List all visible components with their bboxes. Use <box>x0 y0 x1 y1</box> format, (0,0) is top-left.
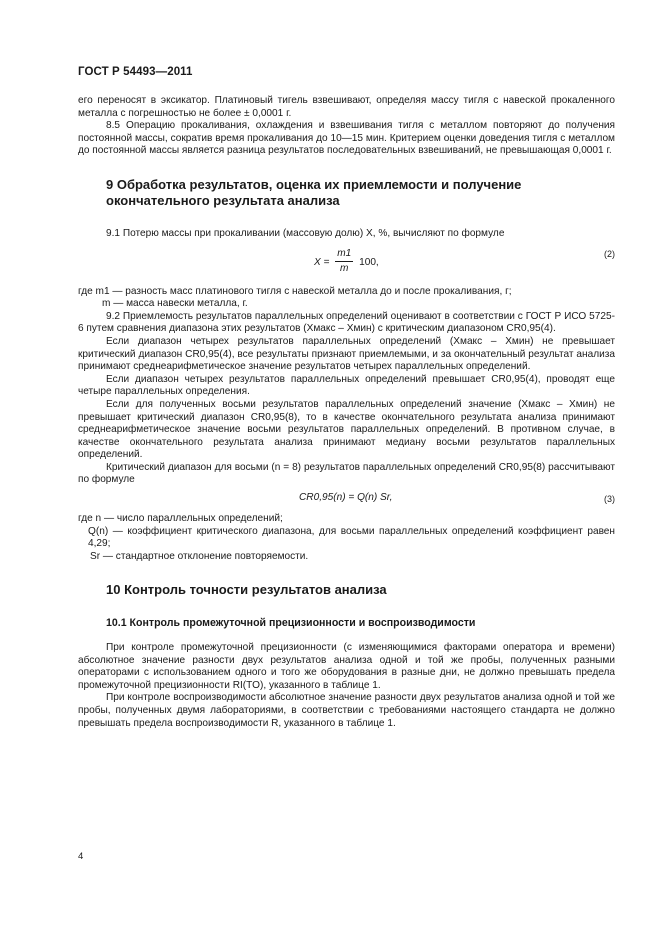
formula-2-number: (2) <box>604 248 615 259</box>
section-9-title: 9 Обработка результатов, оценка их приемлемости и получение окончательного результата анализа <box>106 176 522 209</box>
paragraph-9-1: 9.1 Потерю массы при прокаливании (массовую долю) X, %, вычисляют по формуле <box>106 227 505 239</box>
formula-2-lhs: X = <box>314 256 330 268</box>
page-content <box>78 95 615 730</box>
document-header: ГОСТ Р 54493—2011 <box>78 66 193 78</box>
subsection-10-1-title: 10.1 Контроль промежуточной прецизионности и воспроизводимости <box>106 616 476 629</box>
paragraph-range-exceeds: Если диапазон четырех результатов параллельных определений превышает CR0,95(4), проводят еще четыре параллельных определения. <box>78 373 615 398</box>
formula-2 <box>78 246 615 280</box>
definition-sr: Sr — стандартное отклонение повторяемости. <box>90 550 309 562</box>
definition-m1: где m1 — разность масс платинового тигля с навеской металла до и после прокаливания, г; <box>78 285 512 297</box>
formula-3-definitions <box>78 513 615 563</box>
page-number: 4 <box>78 851 84 862</box>
formula-2-denominator: m <box>340 263 349 275</box>
definition-qn: Q(n) — коэффициент критического диапазона, для восьми параллельных определений коэффициент равен 4,29; <box>88 525 615 550</box>
formula-2-rhs: 100, <box>359 256 379 268</box>
definition-m: m — масса навески металла, г. <box>102 298 248 310</box>
formula-3-body: CR0,95(n) = Q(n) Sr, <box>299 492 393 504</box>
section-10-title: 10 Контроль точности результатов анализа <box>106 582 387 598</box>
paragraph-reproducibility: При контроле воспроизводимости абсолютное значение разности двух результатов анализа одной и той же пробы, полученных двумя лабораториями, в соответствии с требованиями настоящего стандарта не должно превышать предела воспроизводимости R, указанного в таблице 1. <box>78 692 615 729</box>
formula-3-number: (3) <box>604 494 615 505</box>
definition-n: где n — число параллельных определений; <box>78 513 283 525</box>
formula-2-numerator: m1 <box>335 248 353 263</box>
formula-3 <box>78 491 615 507</box>
paragraph-8-5: 8.5 Операцию прокаливания, охлаждения и взвешивания тигля с металлом повторяют до получения постоянной массы, сократив время прокаливания до 10—15 мин. Критерием оценки доведения тигля с металлом до постоянной массы является разница результатов последовательных взвешиваний, не превышающая 0,0001 г. <box>78 120 615 157</box>
formula-2-definitions <box>78 286 615 311</box>
paragraph-8-4-continuation: его переносят в эксикатор. Платиновый тигель взвешивают, определяя массу тигля с навеской прокаленного металла с погрешностью не более ± 0,0001 г. <box>78 95 615 119</box>
paragraph-critical-range: Критический диапазон для восьми (n = 8) результатов параллельных определений CR0,95(8) рассчитывают по формуле <box>78 461 615 486</box>
paragraph-intermediate-precision: При контроле промежуточной прецизионности (с изменяющимися факторами оператора и времени) абсолютное значение разности двух результатов анализа одной и той же пробы, полученных разными операторами с использованием одного и того же оборудования в разные дни, не должно превышать предела промежуточной прецизионности RI(TO), указанного в таблице 1. <box>78 641 615 691</box>
paragraph-range-four: Если диапазон четырех результатов параллельных определений (Xмакс – Xмин) не превышает критический диапазон CR0,95(4), все результаты признают приемлемыми, и за окончательный результат анализа принимают среднеарифметическое значение результатов четырех параллельных определений. <box>78 335 615 373</box>
paragraph-range-eight: Если для полученных восьми результатов параллельных определений значение (Xмакс – Xмин) не превышает критический диапазон CR0,95(8), то в качестве окончательного результата анализа принимают среднеарифметическое значение восьми результатов параллельных определений. В противном случае, в качестве окончательного результата анализа принимают медиану восьми результатов параллельных определений. <box>78 398 615 461</box>
paragraph-9-2: 9.2 Приемлемость результатов параллельных определений оценивают в соответствии с ГОСТ Р ИСО 5725-6 путем сравнения диапазона этих результатов (Xмакс – Xмин) с критическим диапазоном CR0,95(4). <box>78 310 615 335</box>
